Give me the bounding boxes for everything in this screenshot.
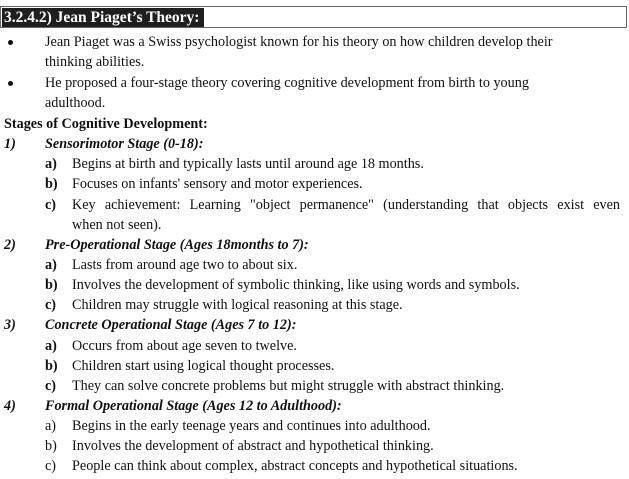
item-text: Focuses on infants' sensory and motor experiences. (72, 176, 363, 192)
item-letter: b) (45, 277, 58, 293)
stage-number: 4) (4, 398, 16, 414)
item-text: Key achievement: Learning "object permanence" (understanding that objects exist even when not seen). (72, 197, 620, 233)
stage-title: Sensorimotor Stage (0-18): (45, 136, 204, 152)
item-text: Children start using logical thought processes. (72, 358, 335, 374)
item-text: Occurs from about age seven to twelve. (72, 338, 297, 354)
item-letter: c) (45, 458, 57, 474)
item-text: People can think about complex, abstract concepts and hypothetical situations. (72, 458, 518, 474)
stage-title: Formal Operational Stage (Ages 12 to Adulthood): (45, 398, 342, 414)
item-letter: b) (45, 358, 58, 374)
stage-number: 2) (4, 237, 16, 253)
section-heading: 3.2.4.2) Jean Piaget’s Theory: (2, 8, 204, 27)
stage-number: 1) (4, 136, 16, 152)
stages-heading: Stages of Cognitive Development: (4, 116, 208, 132)
intro-bullet-1: Jean Piaget was a Swiss psychologist known for his theory on how children develop their thinking abilities. (45, 34, 553, 70)
item-letter: c) (45, 378, 57, 394)
stage-title: Pre-Operational Stage (Ages 18months to 7): (45, 237, 309, 253)
bullet-icon (8, 40, 13, 45)
item-letter: c) (45, 197, 57, 213)
item-text: Lasts from around age two to about six. (72, 257, 298, 273)
item-letter: a) (45, 156, 57, 172)
item-letter: c) (45, 297, 57, 313)
intro-bullet-2: He proposed a four-stage theory covering cognitive development from birth to young adulthood. (45, 75, 529, 111)
item-letter: a) (45, 338, 57, 354)
item-letter: a) (45, 257, 57, 273)
stage-title: Concrete Operational Stage (Ages 7 to 12): (45, 317, 297, 333)
item-text: Begins at birth and typically lasts until around age 18 months. (72, 156, 424, 172)
item-letter: b) (45, 176, 58, 192)
stage-number: 3) (4, 317, 16, 333)
item-letter: a) (45, 418, 57, 434)
item-text: Children may struggle with logical reasoning at this stage. (72, 297, 403, 313)
section-heading-bar (0, 6, 627, 28)
item-text: They can solve concrete problems but might struggle with abstract thinking. (72, 378, 505, 394)
item-text: Begins in the early teenage years and continues into adulthood. (72, 418, 431, 434)
item-text: Involves the development of abstract and hypothetical thinking. (72, 438, 434, 454)
item-letter: b) (45, 438, 57, 454)
item-text: Involves the development of symbolic thinking, like using words and symbols. (72, 277, 520, 293)
bullet-icon (8, 81, 13, 86)
